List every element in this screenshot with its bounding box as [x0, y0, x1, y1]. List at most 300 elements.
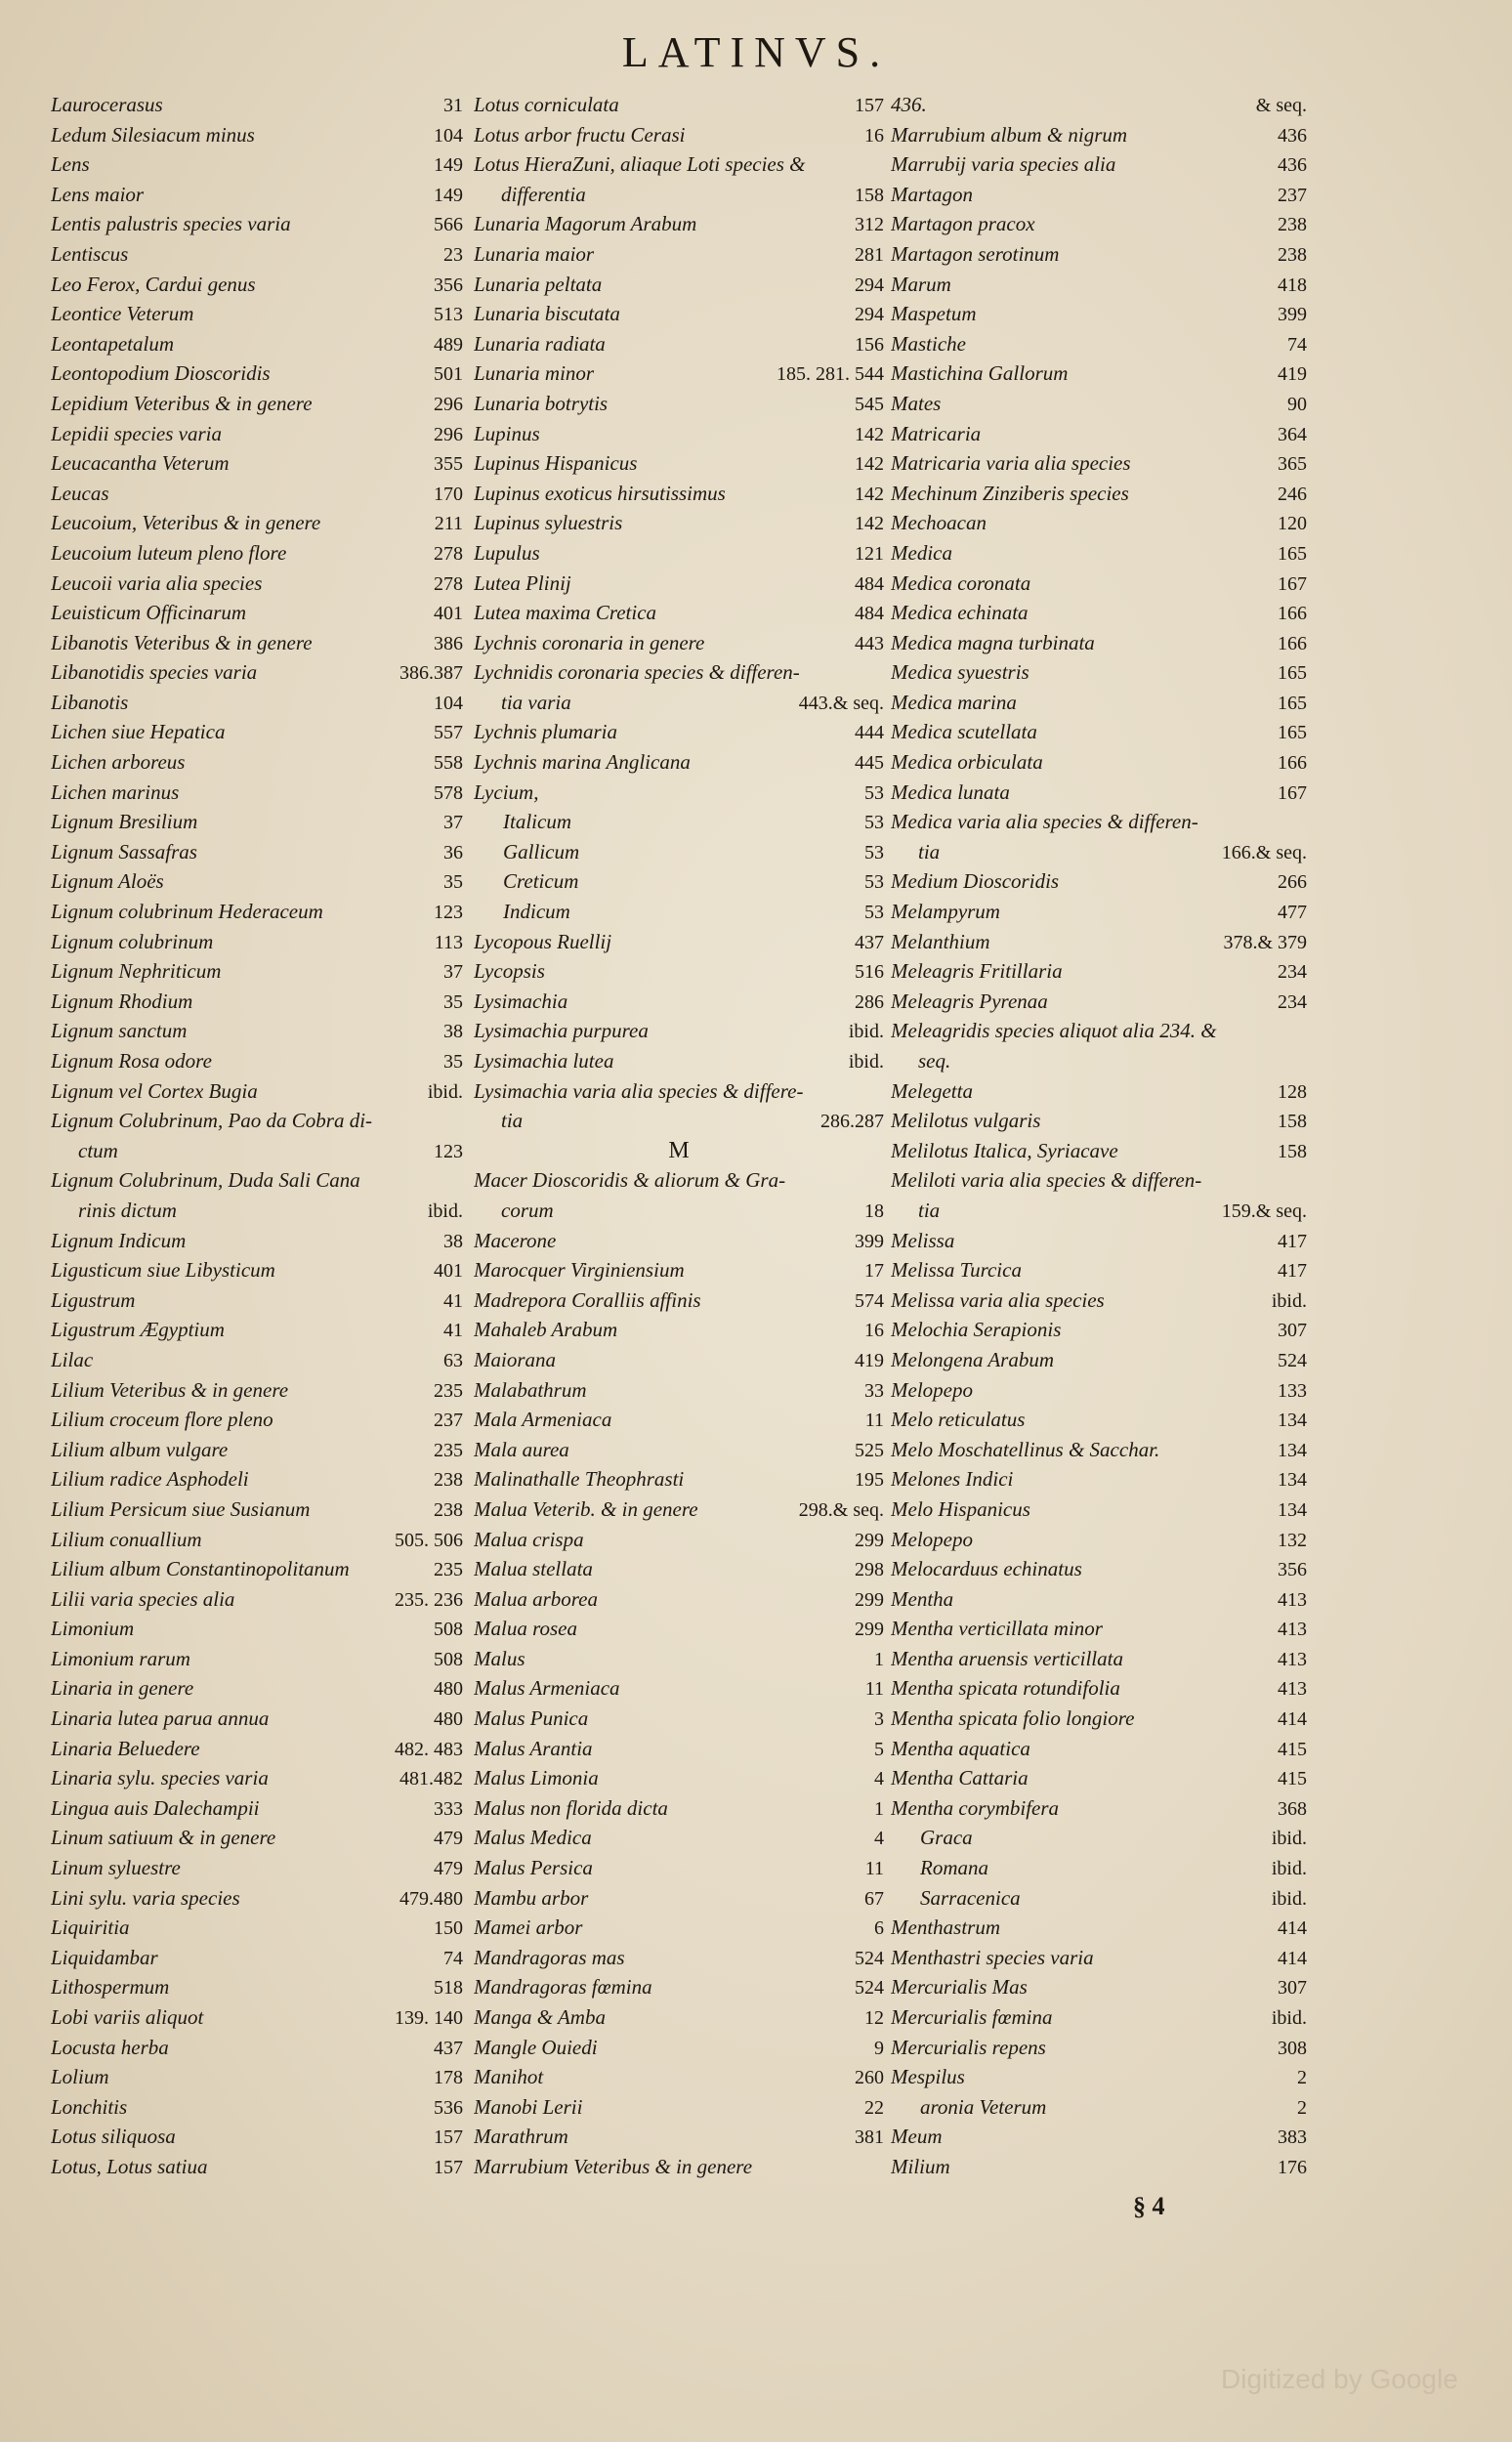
index-entry	[474, 1793, 884, 1824]
index-entry	[51, 1913, 463, 1943]
entry-term: Lepidii species varia	[51, 421, 222, 445]
index-entry	[474, 2002, 884, 2033]
entry-page: 157	[434, 2126, 463, 2149]
index-entry	[51, 329, 463, 359]
entry-term: Milium	[891, 2154, 950, 2178]
index-entry	[891, 1673, 1307, 1704]
entry-term: Limonium rarum	[51, 1646, 190, 1670]
entry-term: tia	[918, 1198, 941, 1222]
entry-page: 149	[434, 184, 463, 206]
entry-page: 299	[855, 1619, 884, 1641]
index-entry	[891, 568, 1307, 599]
entry-page: 1	[874, 1648, 884, 1670]
entry-page: 378.& 379	[1223, 931, 1307, 953]
entry-term: Malus Medica	[474, 1826, 592, 1850]
index-entry	[51, 1106, 463, 1136]
entry-term: Melissa	[891, 1228, 955, 1252]
entry-page: 235	[434, 1559, 463, 1581]
entry-term: Leucas	[51, 481, 109, 505]
entry-page: 178	[434, 2067, 463, 2089]
index-entry	[51, 1464, 463, 1495]
entry-term: Meleagris Pyrenaa	[891, 989, 1048, 1013]
entry-term: Lotus siliquosa	[51, 2125, 176, 2149]
entry-term: Melissa Turcica	[891, 1258, 1022, 1283]
entry-term: Macerone	[474, 1228, 557, 1252]
entry-term: aronia Veterum	[920, 2094, 1047, 2119]
signature-mark: § 4	[1133, 2192, 1165, 2220]
index-entry	[51, 688, 463, 718]
entry-term: Lens	[51, 152, 90, 177]
index-entry	[891, 508, 1307, 538]
entry-term: Lignum colubrinum	[51, 929, 214, 953]
entry-page: 524	[855, 1977, 884, 2000]
index-entry	[474, 389, 884, 419]
entry-page: 150	[434, 1917, 463, 1940]
entry-page: 37	[443, 961, 463, 984]
index-entry	[891, 2152, 1307, 2182]
index-entry	[474, 688, 884, 718]
index-entry	[891, 1644, 1307, 1674]
entry-term: Mercurialis Mas	[891, 1975, 1028, 2000]
entry-term: Medica echinata	[891, 601, 1029, 625]
entry-page: 505. 506	[395, 1529, 463, 1551]
entry-term: Graca	[920, 1826, 973, 1850]
entry-page: 38	[443, 1230, 463, 1252]
index-entry	[51, 479, 463, 509]
entry-page: 307	[1278, 1977, 1307, 2000]
index-entry	[474, 1196, 884, 1226]
index-entry	[891, 209, 1307, 239]
index-entry	[51, 657, 463, 688]
index-entry	[51, 2152, 463, 2182]
entry-term: Ligustrum	[51, 1287, 136, 1312]
entry-term: Melongena Arabum	[891, 1347, 1055, 1371]
entry-page: 158	[1278, 1140, 1307, 1162]
index-entry	[474, 149, 884, 180]
entry-term: Lentis palustris species varia	[51, 212, 291, 236]
index-entry	[891, 778, 1307, 808]
entry-page: 480	[434, 1678, 463, 1701]
entry-term: Lychnis coronaria in genere	[474, 630, 705, 654]
entry-page: 67	[864, 1887, 884, 1910]
index-entry	[51, 1793, 463, 1824]
entry-term: Medica lunata	[891, 779, 1010, 804]
index-entry	[891, 927, 1307, 957]
entry-page: 234	[1278, 961, 1307, 984]
entry-page: 294	[855, 304, 884, 326]
index-column-3	[891, 90, 1307, 2182]
index-entry	[51, 1255, 463, 1285]
entry-page: 158	[855, 184, 884, 206]
entry-page: 53	[864, 902, 884, 924]
index-entry	[51, 747, 463, 778]
entry-page: 36	[443, 841, 463, 863]
index-entry	[891, 1106, 1307, 1136]
entry-page: 238	[434, 1498, 463, 1521]
entry-page: 413	[1278, 1588, 1307, 1611]
index-entry	[474, 897, 884, 927]
index-entry	[891, 538, 1307, 568]
entry-page: 185. 281. 544	[777, 363, 884, 386]
entry-page: 167	[1278, 572, 1307, 595]
index-entry	[474, 1435, 884, 1465]
watermark: Digitized by Google	[1221, 2364, 1458, 2394]
entry-term: Lupinus	[474, 421, 540, 445]
index-entry	[51, 1165, 463, 1196]
index-entry	[474, 1823, 884, 1853]
entry-term: Libanotis Veteribus & in genere	[51, 630, 313, 654]
index-entry	[474, 807, 884, 837]
entry-page: 142	[855, 453, 884, 476]
index-entry	[891, 987, 1307, 1017]
index-entry	[891, 419, 1307, 449]
entry-page: 525	[855, 1439, 884, 1461]
entry-page: 157	[434, 2156, 463, 2178]
entry-term: Lichen siue Hepatica	[51, 720, 226, 744]
index-entry	[474, 2152, 884, 2182]
index-entry	[474, 657, 884, 688]
entry-term: Mastichina Gallorum	[891, 361, 1069, 386]
entry-page: 167	[1278, 781, 1307, 804]
index-entry	[51, 389, 463, 419]
entry-page: 31	[443, 95, 463, 116]
index-entry	[891, 956, 1307, 987]
entry-term: Melo reticulatus	[891, 1408, 1026, 1432]
index-entry	[474, 1853, 884, 1883]
index-entry	[51, 717, 463, 747]
entry-term: Linaria lutea parua annua	[51, 1706, 270, 1731]
entry-page: 477	[1278, 902, 1307, 924]
index-entry	[891, 329, 1307, 359]
index-entry	[891, 1464, 1307, 1495]
entry-page: 176	[1278, 2156, 1307, 2178]
index-entry	[51, 1823, 463, 1853]
entry-page: ibid.	[427, 1200, 463, 1222]
entry-term: Marrubij varia species alia	[891, 152, 1116, 177]
entry-page: 298.& seq.	[798, 1498, 884, 1521]
index-entry	[891, 1883, 1307, 1914]
entry-page: 368	[1278, 1797, 1307, 1820]
entry-page: 401	[434, 1260, 463, 1283]
entry-page: 235	[434, 1439, 463, 1461]
entry-term: Malua stellata	[474, 1557, 593, 1581]
entry-page: 165	[1278, 662, 1307, 685]
index-entry	[891, 807, 1307, 837]
entry-term: Laurocerasus	[51, 93, 163, 116]
entry-page: 386	[434, 632, 463, 654]
entry-page: 278	[434, 572, 463, 595]
entry-term: Lunaria biscutata	[474, 302, 620, 326]
index-entry	[891, 1943, 1307, 1973]
entry-term: Leucacantha Veterum	[51, 451, 230, 476]
index-entry	[474, 598, 884, 628]
entry-page: 120	[1278, 513, 1307, 535]
entry-term: Maspetum	[891, 302, 977, 326]
entry-page: 386.387	[399, 662, 463, 685]
entry-term: Melocarduus echinatus	[891, 1557, 1082, 1581]
index-entry	[51, 956, 463, 987]
entry-term: Manobi Lerii	[474, 2094, 583, 2119]
index-entry	[474, 568, 884, 599]
entry-term: Medica scutellata	[891, 720, 1037, 744]
entry-page: 35	[443, 1051, 463, 1073]
index-entry	[474, 1704, 884, 1734]
index-entry	[51, 2062, 463, 2092]
entry-term: Malus Arantia	[474, 1736, 593, 1760]
index-entry	[474, 1046, 884, 1076]
entry-term: seq.	[918, 1049, 951, 1073]
index-entry	[891, 1763, 1307, 1793]
entry-term: Mastiche	[891, 331, 966, 356]
index-entry	[51, 1554, 463, 1584]
entry-page: 11	[864, 1678, 884, 1701]
index-entry	[891, 2033, 1307, 2063]
entry-page: 482. 483	[395, 1738, 463, 1760]
index-entry	[51, 120, 463, 150]
index-entry	[474, 1972, 884, 2002]
entry-page: 166	[1278, 603, 1307, 625]
entry-page: 133	[1278, 1379, 1307, 1402]
entry-page: 16	[864, 124, 884, 147]
index-entry	[474, 778, 884, 808]
entry-page: 381	[855, 2126, 884, 2149]
index-entry	[474, 299, 884, 329]
entry-page: 356	[1278, 1559, 1307, 1581]
entry-term: Mechoacan	[891, 511, 987, 535]
index-entry	[891, 1793, 1307, 1824]
entry-term: Madrepora Coralliis affinis	[474, 1287, 701, 1312]
entry-page: 445	[855, 752, 884, 775]
entry-page: 574	[855, 1289, 884, 1312]
index-entry	[51, 239, 463, 270]
entry-term: corum	[501, 1198, 554, 1222]
entry-term: Medica orbiculata	[891, 750, 1043, 775]
index-entry	[51, 419, 463, 449]
entry-page: 166	[1278, 632, 1307, 654]
entry-term: Mespilus	[891, 2065, 965, 2089]
entry-term: Lilac	[51, 1347, 94, 1371]
entry-term: Lingua auis Dalechampii	[51, 1795, 260, 1820]
entry-term: Lilium album vulgare	[51, 1437, 229, 1461]
entry-page: 489	[434, 333, 463, 356]
entry-page: 484	[855, 572, 884, 595]
index-entry	[51, 1943, 463, 1973]
entry-term: Lini sylu. varia species	[51, 1885, 240, 1910]
entry-page: 90	[1287, 393, 1307, 415]
entry-page: 536	[434, 2096, 463, 2119]
entry-page: 134	[1278, 1439, 1307, 1461]
index-entry	[51, 270, 463, 300]
entry-page: 235. 236	[395, 1588, 463, 1611]
entry-term: Mercurialis repens	[891, 2035, 1046, 2059]
entry-term: Liquidambar	[51, 1945, 158, 1969]
entry-page: ibid.	[1271, 1887, 1307, 1910]
index-entry	[51, 598, 463, 628]
entry-page: 414	[1278, 1708, 1307, 1731]
entry-term: ctum	[78, 1138, 118, 1162]
index-entry	[51, 1196, 463, 1226]
index-entry	[891, 270, 1307, 300]
entry-page: 246	[1278, 483, 1307, 505]
index-entry	[51, 1883, 463, 1914]
entry-page: 63	[443, 1349, 463, 1371]
entry-page: 518	[434, 1977, 463, 2000]
entry-term: Lycopous Ruellij	[474, 929, 612, 953]
entry-page: 22	[864, 2096, 884, 2119]
entry-page: 444	[855, 722, 884, 744]
index-entry	[891, 239, 1307, 270]
entry-term: Meliloti varia alia species & differen-	[891, 1168, 1202, 1193]
index-entry	[891, 1495, 1307, 1525]
entry-page: 481.482	[399, 1768, 463, 1790]
index-entry	[51, 358, 463, 389]
index-entry	[51, 1016, 463, 1046]
entry-page: 104	[434, 124, 463, 147]
index-entry	[474, 628, 884, 658]
entry-page: ibid.	[1271, 1289, 1307, 1312]
entry-term: Malabathrum	[474, 1377, 587, 1402]
entry-term: Lignum Bresilium	[51, 810, 198, 834]
entry-term: Melo Moschatellinus & Sacchar.	[891, 1437, 1160, 1461]
entry-page: 139. 140	[395, 2007, 463, 2029]
entry-page: 333	[434, 1797, 463, 1820]
entry-page: 165	[1278, 542, 1307, 565]
entry-term: Lolium	[51, 2065, 109, 2089]
index-entry	[891, 1165, 1307, 1196]
entry-term: Linaria sylu. species varia	[51, 1766, 269, 1790]
entry-term: Medica marina	[891, 690, 1017, 714]
entry-page: 415	[1278, 1738, 1307, 1760]
entry-page: 235	[434, 1379, 463, 1402]
entry-page: 142	[855, 483, 884, 505]
index-entry	[51, 1315, 463, 1345]
entry-page: ibid.	[1271, 2007, 1307, 2029]
entry-page: 417	[1278, 1260, 1307, 1283]
entry-term: Malus Armeniaca	[474, 1676, 620, 1701]
entry-term: Malus	[474, 1646, 525, 1670]
index-entry	[51, 987, 463, 1017]
entry-term: Lignum Colubrinum, Pao da Cobra di-	[51, 1109, 373, 1133]
entry-page: ibid.	[848, 1021, 884, 1043]
index-entry	[891, 180, 1307, 210]
entry-term: Lens maior	[51, 182, 145, 206]
entry-term: Mandragoras fœmina	[474, 1975, 652, 2000]
entry-page: 238	[1278, 243, 1307, 266]
index-entry	[51, 538, 463, 568]
entry-page: 364	[1278, 423, 1307, 445]
entry-term: Lycopsis	[474, 959, 545, 984]
entry-page: 37	[443, 812, 463, 834]
index-entry	[51, 1704, 463, 1734]
index-entry	[51, 2122, 463, 2152]
index-entry	[51, 1226, 463, 1256]
entry-page: 11	[864, 1410, 884, 1432]
entry-term: Lilium radice Asphodeli	[51, 1467, 249, 1492]
entry-page: 128	[1278, 1080, 1307, 1103]
entry-page: 41	[443, 1320, 463, 1342]
index-entry	[51, 1495, 463, 1525]
entry-term: Lignum Aloës	[51, 869, 164, 894]
index-entry	[51, 90, 463, 120]
entry-term: Leontopodium Dioscoridis	[51, 361, 271, 386]
entry-page: 53	[864, 812, 884, 834]
entry-page: ibid.	[1271, 1858, 1307, 1880]
index-entry	[474, 1614, 884, 1644]
entry-term: Lupulus	[474, 540, 540, 565]
entry-page: 437	[855, 931, 884, 953]
entry-term: Italicum	[503, 810, 571, 834]
index-entry	[474, 2092, 884, 2123]
entry-term: Mates	[891, 391, 942, 415]
index-entry	[51, 807, 463, 837]
entry-term: Lotus arbor fructu Cerasi	[474, 122, 686, 147]
index-entry	[474, 1016, 884, 1046]
entry-term: Medica varia alia species & differen-	[891, 810, 1198, 834]
entry-term: Meleagris Fritillaria	[891, 959, 1063, 984]
entry-term: Martagon pracox	[891, 212, 1035, 236]
entry-page: 557	[434, 722, 463, 744]
entry-term: Melochia Serapionis	[891, 1318, 1062, 1342]
entry-page: 484	[855, 603, 884, 625]
index-entry	[891, 1076, 1307, 1107]
entry-page: 38	[443, 1021, 463, 1043]
index-entry	[474, 90, 884, 120]
entry-term: Macer Dioscoridis & aliorum & Gra-	[474, 1168, 786, 1193]
entry-term: Lysimachia purpurea	[474, 1019, 649, 1043]
index-entry	[891, 479, 1307, 509]
index-entry	[474, 866, 884, 897]
index-entry	[474, 1644, 884, 1674]
index-entry	[474, 837, 884, 867]
entry-term: Locusta herba	[51, 2035, 169, 2059]
entry-term: Malinathalle Theophrasti	[474, 1467, 685, 1492]
entry-term: Leontapetalum	[51, 331, 174, 356]
index-entry	[51, 2092, 463, 2123]
entry-page: 104	[434, 692, 463, 714]
entry-term: Lignum Sassafras	[51, 839, 197, 863]
entry-term: Limonium	[51, 1617, 135, 1641]
entry-page: 12	[864, 2007, 884, 2029]
index-entry	[891, 1136, 1307, 1166]
entry-term: Ligusticum siue Libysticum	[51, 1258, 275, 1283]
index-entry	[51, 1285, 463, 1316]
index-entry	[474, 1913, 884, 1943]
entry-page: 417	[1278, 1230, 1307, 1252]
entry-page: 53	[864, 841, 884, 863]
entry-term: Libanotidis species varia	[51, 660, 258, 685]
entry-term: Mentha verticillata minor	[891, 1617, 1103, 1641]
index-entry	[891, 1823, 1307, 1853]
index-entry	[891, 1554, 1307, 1584]
entry-page: 355	[434, 453, 463, 476]
entry-page: 16	[864, 1320, 884, 1342]
index-entry	[474, 1763, 884, 1793]
entry-term: Matricaria	[891, 421, 982, 445]
entry-page: 399	[1278, 304, 1307, 326]
entry-page: 299	[855, 1588, 884, 1611]
index-entry	[51, 1972, 463, 2002]
entry-term: Linum satiuum & in genere	[51, 1826, 276, 1850]
entry-term: Malus non florida dicta	[474, 1795, 668, 1820]
entry-term: Lilium Veteribus & in genere	[51, 1377, 289, 1402]
index-entry	[51, 448, 463, 479]
entry-page: 165	[1278, 692, 1307, 714]
index-entry	[51, 1584, 463, 1615]
entry-page: 413	[1278, 1678, 1307, 1701]
entry-term: Lithospermum	[51, 1975, 170, 2000]
index-entry	[474, 927, 884, 957]
entry-term: Lignum Nephriticum	[51, 959, 222, 984]
